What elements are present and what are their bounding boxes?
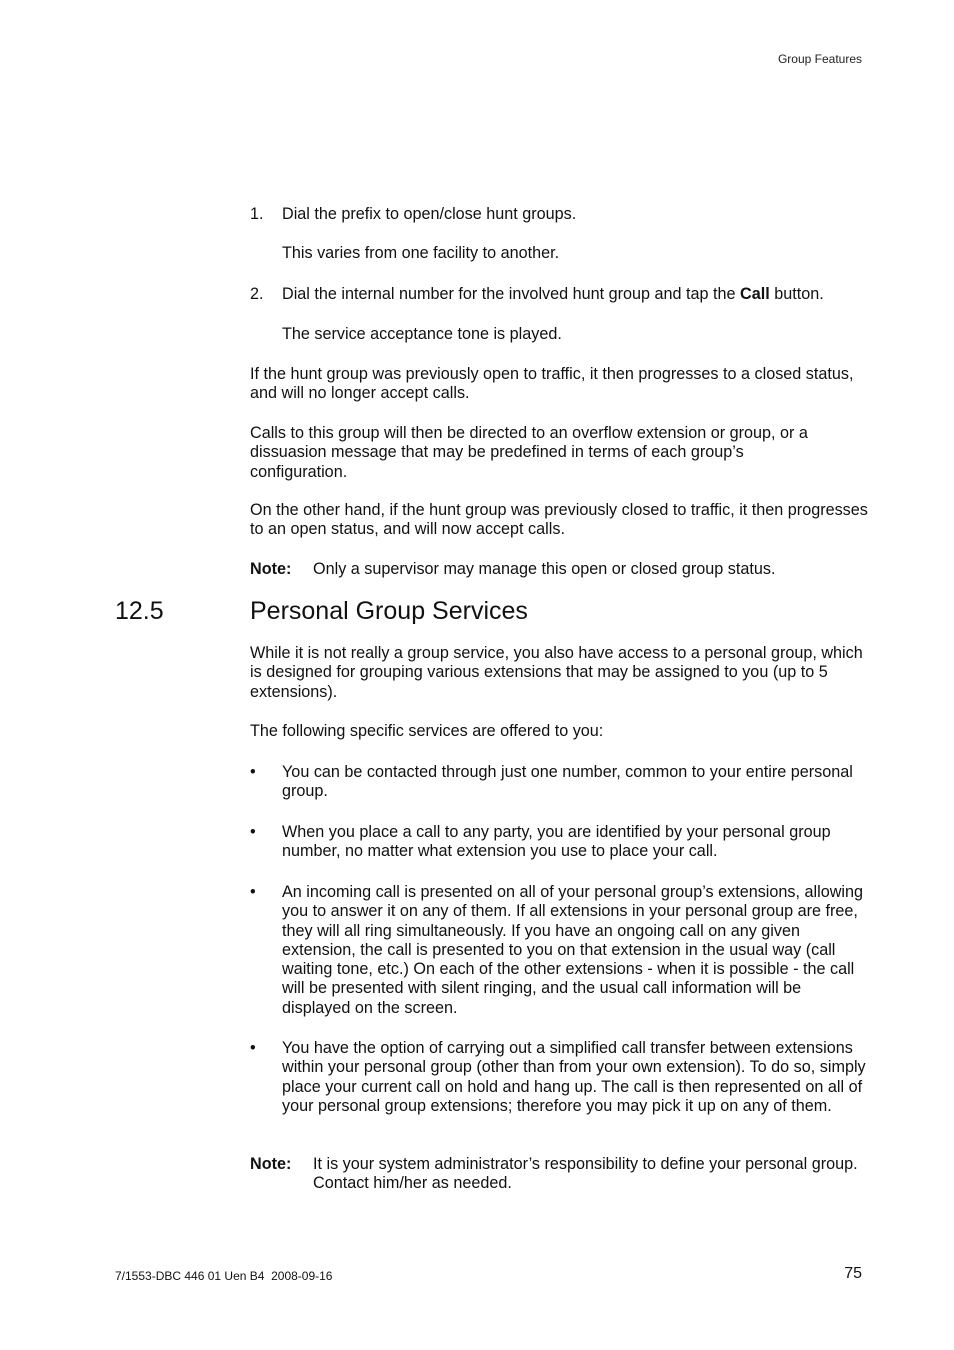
call-button-label: Call — [740, 285, 770, 303]
step-2-result: The service acceptance tone is played. — [282, 325, 562, 343]
step-text: Dial the prefix to open/close hunt groups. — [282, 205, 577, 223]
page-number: 75 — [844, 1265, 862, 1282]
note-label: Note: — [250, 1155, 292, 1173]
step-number: 1. — [250, 205, 264, 223]
document-id: 7/1553-DBC 446 01 Uen B4 2008-09-16 — [115, 1269, 333, 1283]
step-text — [282, 285, 872, 304]
bullet-marker: • — [250, 823, 256, 841]
paragraph: If the hunt group was previously open to traffic, it then progresses to a closed status, and will no longer accept calls. — [250, 365, 854, 403]
bullet-marker: • — [250, 1039, 256, 1057]
paragraph: Calls to this group will then be directed to an overflow extension or group, or a dissuasion message that may be predefined in terms of each group’s configuration. — [250, 424, 808, 481]
note-text: Only a supervisor may manage this open or closed group status. — [313, 560, 776, 578]
bullet-text: You can be contacted through just one number, common to your entire personal group. — [282, 763, 853, 801]
step-number: 2. — [250, 285, 264, 303]
running-header: Group Features — [777, 52, 862, 66]
bullet-text: An incoming call is presented on all of your personal group’s extensions, allowing you to answer it on any of them. If all extensions in your personal group are free, they will all ring simultaneously. If you have an ongoing call on any given extension, the call is presented to you on that extension in the usual way (call waiting tone, etc.) On each of the other extensions - when it is possible - the call will be presented with silent ringing, and the usual call information will be displayed on the screen. — [282, 883, 863, 1017]
section-intro: While it is not really a group service, you also have access to a personal group, which is designed for grouping various extensions that may be assigned to you (up to 5 extensions). — [250, 644, 863, 701]
note-label: Note: — [250, 560, 292, 578]
bullet-text: You have the option of carrying out a simplified call transfer between extensions within your personal group (other than from your own extension). To do so, simply place your current call on hold and hang up. The call is then represented on all of your personal group extensions; therefore you may pick it up on any of them. — [282, 1039, 866, 1115]
step-1-result: This varies from one facility to another. — [282, 244, 560, 262]
section-number: 12.5 — [115, 597, 164, 625]
step-text-part: button. — [769, 285, 824, 303]
note-text: It is your system administrator’s responsibility to define your personal group. Contact him/her as needed. — [313, 1155, 858, 1193]
paragraph: On the other hand, if the hunt group was previously closed to traffic, it then progresses to an open status, and will now accept calls. — [250, 501, 868, 539]
bullet-marker: • — [250, 763, 256, 781]
bullet-marker: • — [250, 883, 256, 901]
step-text-part: Dial the internal number for the involved hunt group and tap the — [282, 285, 741, 303]
section-title: Personal Group Services — [250, 597, 528, 625]
bullet-text: When you place a call to any party, you are identified by your personal group number, no matter what extension you use to place your call. — [282, 823, 831, 861]
section-lead: The following specific services are offered to you: — [250, 722, 604, 740]
